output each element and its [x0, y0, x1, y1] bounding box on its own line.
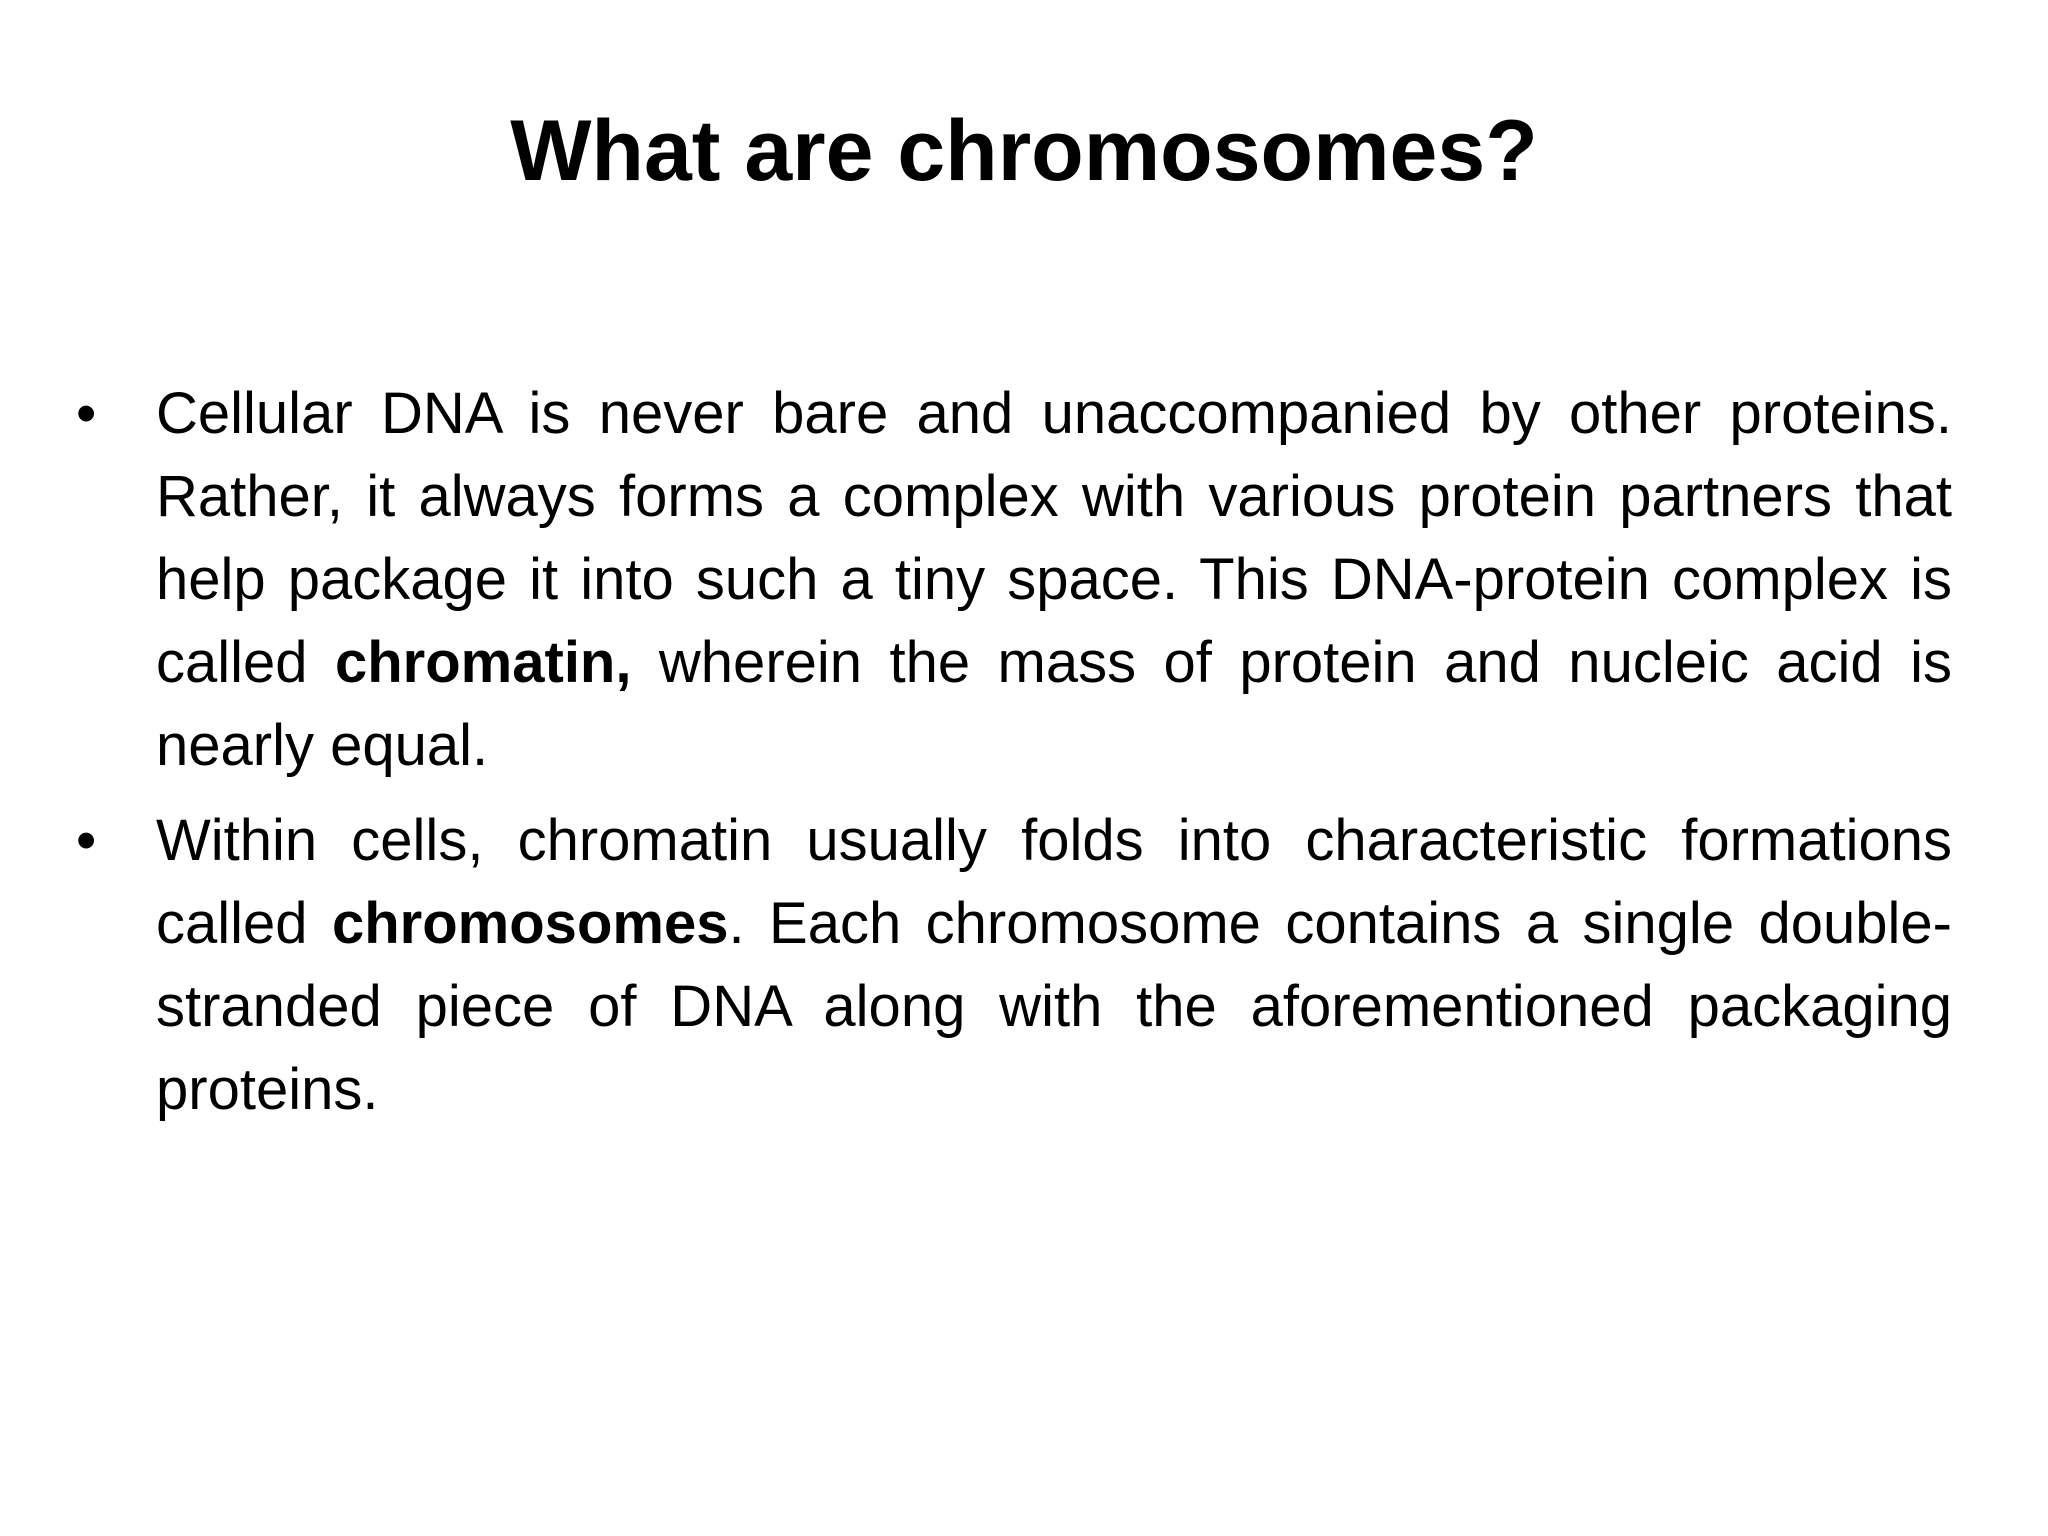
text-run: wherein the mass of protein and nucleic acid is nearly equal. — [156, 630, 1953, 778]
bullet-marker-icon: • — [76, 381, 97, 446]
slide-title: What are chromosomes? — [510, 103, 1538, 199]
text-run: Cellular DNA is never bare and unaccompanied by other proteins. Rather, it always forms a complex with various protein partners that help package it into such a tiny space. This DNA-protein complex is called — [156, 381, 1952, 695]
bullet-text — [156, 381, 1952, 778]
bullet-text — [156, 808, 1952, 1122]
bullet-marker-icon: • — [76, 808, 97, 873]
text-run: . Each chromosome contains a single double-stranded piece of DNA along with the aforementioned packaging proteins. — [156, 891, 1953, 1122]
bold-term-chromosomes: chromosomes — [332, 891, 729, 956]
bullet-item-chromatin — [72, 372, 1952, 787]
bullet-item-chromosomes — [72, 799, 1952, 1131]
bullet-list — [72, 372, 1952, 1143]
text-run: Within cells, chromatin usually folds into characteristic formations called — [156, 808, 1952, 956]
bold-term-chromatin: chromatin, — [334, 630, 632, 695]
